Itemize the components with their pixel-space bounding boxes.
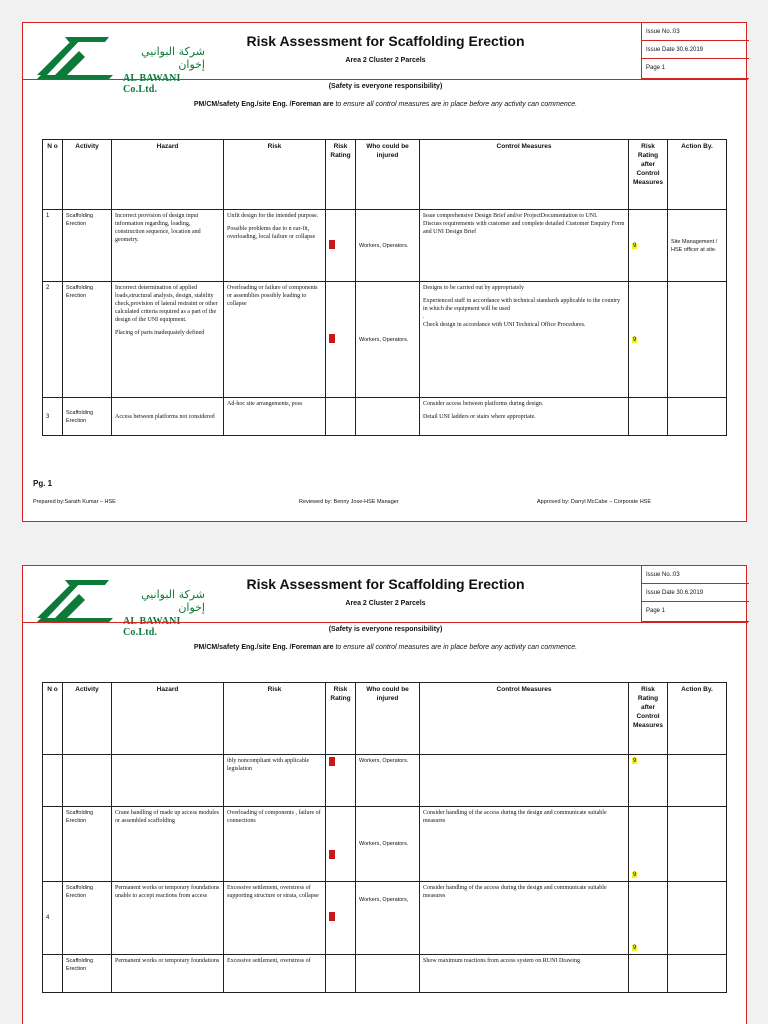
table-row xyxy=(43,282,727,398)
hazard-cell: Access between platforms not considered xyxy=(112,398,224,436)
page-label: Pg. 1 xyxy=(33,479,53,488)
col-header-activity: Activity xyxy=(63,683,112,755)
control-measures-cell: Consider handling of the access during the design and communicate suitable measures xyxy=(420,807,629,882)
col-header-control-measures: Control Measures xyxy=(420,683,629,755)
activity-cell: Scaffolding Erection xyxy=(63,955,112,993)
risk-table xyxy=(42,682,727,993)
row-number xyxy=(43,807,63,882)
risk-cell: Overloading or failure of components or assemblies possibly leading to collapse xyxy=(224,282,326,398)
page-number: Page 1 xyxy=(642,602,749,622)
col-header-injured: Who could be injured xyxy=(356,140,420,210)
activity-cell: Scaffolding Erection xyxy=(63,282,112,398)
document-subtitle: Area 2 Cluster 2 Parcels xyxy=(345,600,426,607)
document-title: Risk Assessment for Scaffolding Erection xyxy=(246,576,525,592)
table-row xyxy=(43,882,727,955)
instruction-line xyxy=(23,644,748,651)
risk-rating-marker xyxy=(329,850,335,859)
issue-number: Issue No.:03 xyxy=(642,566,749,584)
action-by-cell xyxy=(668,282,727,398)
injured-cell xyxy=(356,398,420,436)
rating-after-cell xyxy=(629,807,668,882)
col-header-risk-rating: Risk Rating xyxy=(326,683,356,755)
document-subtitle: Area 2 Cluster 2 Parcels xyxy=(345,57,426,64)
row-number xyxy=(43,955,63,993)
risk-rating-marker xyxy=(329,334,335,343)
risk-cell: ibly noncompliant with applicable legislation xyxy=(224,755,326,807)
risk-rating-cell xyxy=(326,955,356,993)
col-header-action-by: Action By. xyxy=(668,140,727,210)
control-text: Check design in accordance with UNI Technical Office Procedures. xyxy=(423,322,586,328)
rating-after-cell xyxy=(629,210,668,282)
risk-rating-marker xyxy=(329,757,335,766)
control-measures-cell xyxy=(420,210,629,282)
risk-cell: Overloading of components , failure of connections xyxy=(224,807,326,882)
activity-cell: Scaffolding Erection xyxy=(63,210,112,282)
injured-cell: Workers, Operators. xyxy=(356,755,420,807)
table-row xyxy=(43,807,727,882)
table-row xyxy=(43,755,727,807)
col-header-activity: Activity xyxy=(63,140,112,210)
col-header-hazard: Hazard xyxy=(112,140,224,210)
risk-text: Unfit design for the intended purpose. xyxy=(227,213,319,219)
risk-cell: Excessive settlement, overstress of xyxy=(224,955,326,993)
control-text: Discuss requirements with customer and complete detailed Customer Enquiry Form and UNI Design Brief xyxy=(423,221,625,235)
row-number: 3 xyxy=(43,398,63,436)
risk-rating-cell xyxy=(326,398,356,436)
hazard-cell xyxy=(112,282,224,398)
row-number xyxy=(43,755,63,807)
row-number: 4 xyxy=(43,882,63,955)
document-page-2 xyxy=(22,565,747,1024)
hazard-cell: Permanent works or temporary foundations unable to accept reactions from access xyxy=(112,882,224,955)
control-measures-cell xyxy=(420,282,629,398)
control-text: Detail UNI ladders or stairs where appropriate. xyxy=(423,414,536,420)
table-header-row xyxy=(43,683,727,755)
risk-rating-cell xyxy=(326,882,356,955)
risk-cell xyxy=(224,210,326,282)
page-number: Page 1 xyxy=(642,59,749,79)
rating-after-cell xyxy=(629,882,668,955)
col-header-risk: Risk xyxy=(224,683,326,755)
header-divider xyxy=(23,622,748,623)
action-by-cell xyxy=(668,955,727,993)
risk-rating-cell xyxy=(326,282,356,398)
control-text: Consider access between platforms during design. xyxy=(423,401,544,407)
activity-cell xyxy=(63,755,112,807)
safety-slogan: (Safety is everyone responsibility) xyxy=(328,626,443,633)
row-number: 1 xyxy=(43,210,63,282)
col-header-risk-rating: Risk Rating xyxy=(326,140,356,210)
reviewed-by: Reviewed by: Benny Jose-HSE Manager xyxy=(299,499,399,505)
control-measures-cell xyxy=(420,398,629,436)
action-by-cell xyxy=(668,755,727,807)
instruction-line xyxy=(23,101,748,108)
table-row xyxy=(43,210,727,282)
injured-cell: Workers, Operators. xyxy=(356,807,420,882)
rating-after-value: 9 xyxy=(633,758,637,764)
col-header-control-measures: Control Measures xyxy=(420,140,629,210)
issue-meta-box xyxy=(641,23,749,79)
activity-cell: Scaffolding Erection xyxy=(63,398,112,436)
activity-cell: Scaffolding Erection xyxy=(63,807,112,882)
risk-rating-marker xyxy=(329,240,335,249)
rating-after-cell xyxy=(629,398,668,436)
col-header-no: N o xyxy=(43,683,63,755)
rating-after-value: 9 xyxy=(633,242,637,249)
risk-rating-cell xyxy=(326,807,356,882)
issue-date: Issue Date 30.6.2019 xyxy=(642,41,749,59)
table-row xyxy=(43,955,727,993)
control-text: . xyxy=(423,314,425,320)
header-divider xyxy=(23,79,748,80)
control-text: Experienced staff in accordance with technical standards applicable to the country in which the equipment will be used xyxy=(423,298,621,312)
injured-cell: Workers, Operators. xyxy=(356,282,420,398)
hazard-text: Incorrect determination of applied loads,structural analysis, design, stability check,provision of lateral restraint or other calculated criteria required as a part of the design of the UNI equipment. xyxy=(115,285,218,323)
issue-number: Issue No.:03 xyxy=(642,23,749,41)
hazard-cell: Incorrect provision of design input information regarding, loading, construction sequence, location and geometry. xyxy=(112,210,224,282)
col-header-rating-after: Risk Rating after Control Measures xyxy=(629,140,668,210)
risk-text: Possible problems due to n ear-fit, overloading, local failure or collapse xyxy=(227,226,316,240)
control-measures-cell: Show maximum reactions from access system on RUNI Drawing xyxy=(420,955,629,993)
row-number: 2 xyxy=(43,282,63,398)
issue-meta-box xyxy=(641,566,749,622)
control-measures-cell xyxy=(420,755,629,807)
prepared-by: Prepared by:Sarath Kumar – HSE xyxy=(33,499,116,505)
rating-after-value: 9 xyxy=(633,336,637,343)
injured-cell: Workers, Operators. xyxy=(356,210,420,282)
rating-after-cell xyxy=(629,955,668,993)
col-header-injured: Who could be injured xyxy=(356,683,420,755)
hazard-text: Placing of parts inadequately defined xyxy=(115,330,205,336)
instruction-text: to ensure all control measures are in place before any activity can commence. xyxy=(333,101,578,108)
instruction-responsible: PM/CM/safety Eng./site Eng. /Foreman are xyxy=(193,101,334,108)
activity-cell: Scaffolding Erection xyxy=(63,882,112,955)
rating-after-value: 9 xyxy=(633,945,637,951)
table-header-row xyxy=(43,140,727,210)
hazard-cell: Crane handling of made up access modules or assembled scaffolding xyxy=(112,807,224,882)
risk-rating-cell xyxy=(326,755,356,807)
company-name-arabic: شركة البوانيي إخوان xyxy=(141,588,205,614)
risk-rating-cell xyxy=(326,210,356,282)
risk-cell: Ad-hoc site arrangements, poss xyxy=(224,398,326,436)
col-header-risk: Risk xyxy=(224,140,326,210)
safety-slogan: (Safety is everyone responsibility) xyxy=(328,83,443,90)
table-row xyxy=(43,398,727,436)
col-header-no: N o xyxy=(43,140,63,210)
action-by-cell xyxy=(668,398,727,436)
action-by-cell xyxy=(668,882,727,955)
action-by-cell xyxy=(668,807,727,882)
injured-cell xyxy=(356,955,420,993)
instruction-text: to ensure all control measures are in place before any activity can commence. xyxy=(333,644,578,651)
issue-date: Issue Date 30.6.2019 xyxy=(642,584,749,602)
instruction-responsible: PM/CM/safety Eng./site Eng. /Foreman are xyxy=(193,644,334,651)
control-measures-cell: Consider handling of the access during the design and communicate suitable measures xyxy=(420,882,629,955)
risk-rating-marker xyxy=(329,912,335,921)
company-name: AL BAWANI Co.Ltd. xyxy=(123,616,181,638)
action-by-cell: Site Management / HSE officer at site. xyxy=(668,210,727,282)
control-text: Issue comprehensive Design Brief and/or ProjectDocumentation to UNI. xyxy=(423,213,598,219)
company-name: AL BAWANI Co.Ltd. xyxy=(123,73,181,95)
hazard-cell xyxy=(112,755,224,807)
document-page-1 xyxy=(22,22,747,522)
approved-by: Approved by: Darryl McCabe – Corporate HSE xyxy=(537,499,652,505)
col-header-rating-after: Risk Rating after Control Measures xyxy=(629,683,668,755)
injured-cell: Workers, Operators, xyxy=(356,882,420,955)
rating-after-cell xyxy=(629,282,668,398)
rating-after-value: 9 xyxy=(633,872,637,878)
risk-table xyxy=(42,139,727,436)
rating-after-cell xyxy=(629,755,668,807)
risk-cell: Excessive settlement, overstress of supporting structure or strata, collapse xyxy=(224,882,326,955)
control-text: Designs to be carried out by appropriately xyxy=(423,285,524,291)
company-name-arabic: شركة البوانيي إخوان xyxy=(141,45,205,71)
document-title: Risk Assessment for Scaffolding Erection xyxy=(246,33,525,49)
hazard-cell: Permanent works or temporary foundations xyxy=(112,955,224,993)
col-header-action-by: Action By. xyxy=(668,683,727,755)
col-header-hazard: Hazard xyxy=(112,683,224,755)
